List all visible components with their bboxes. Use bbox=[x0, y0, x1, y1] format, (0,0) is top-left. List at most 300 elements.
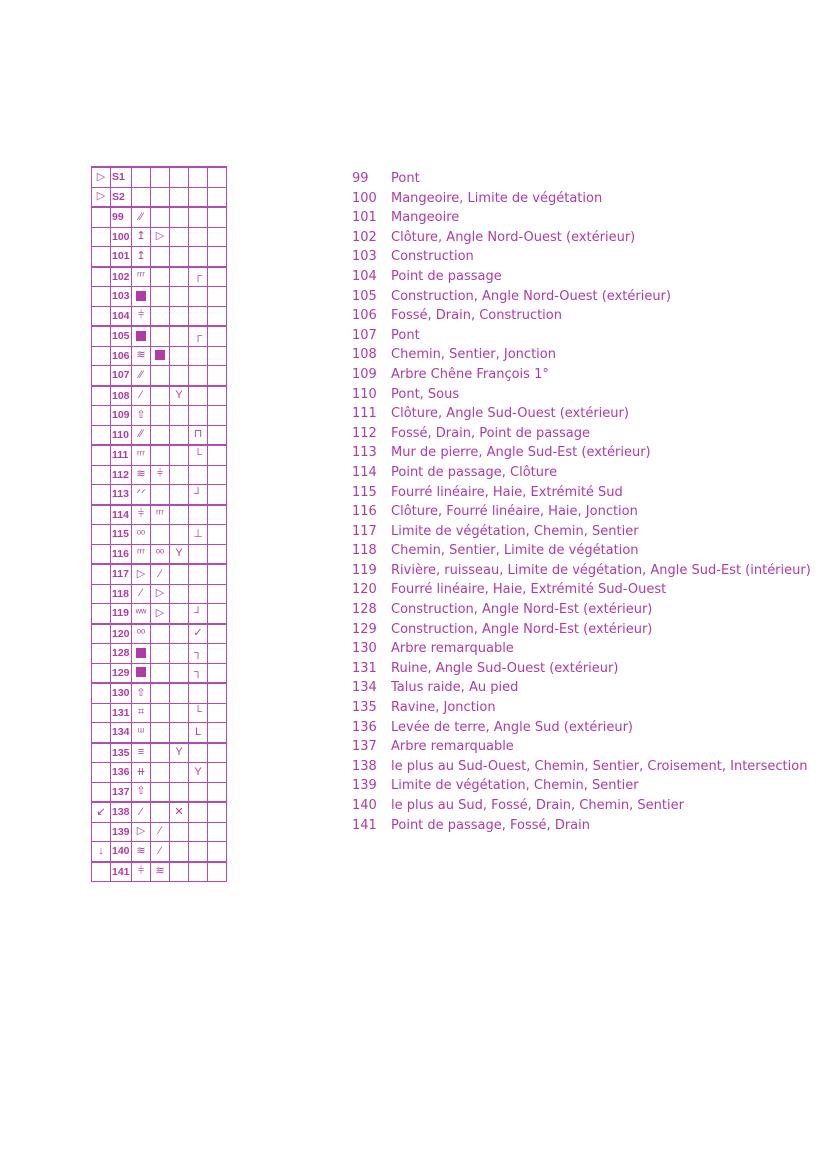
symbol-cell: ▷ bbox=[92, 167, 111, 187]
legend-item bbox=[352, 739, 811, 759]
symbol-cell bbox=[208, 326, 227, 346]
construction-square-icon bbox=[136, 648, 146, 658]
legend-text: Fossé, Drain, Point de passage bbox=[391, 425, 590, 441]
legend-text: Mangeoire, Limite de végétation bbox=[391, 190, 603, 206]
symbol-cell bbox=[208, 247, 227, 267]
legend-text: Construction, Angle Nord-Est (extérieur) bbox=[391, 602, 653, 618]
legend-item bbox=[352, 543, 811, 563]
symbol-cell bbox=[151, 703, 170, 723]
control-number-cell: 111 bbox=[111, 445, 132, 465]
legend-text: Arbre remarquable bbox=[391, 641, 514, 657]
symbol-cell bbox=[92, 287, 111, 307]
symbol-cell bbox=[170, 445, 189, 465]
symbol-cell: ⊥ bbox=[189, 525, 208, 545]
legend-number: 134 bbox=[352, 680, 377, 696]
grid-row bbox=[92, 465, 227, 485]
legend-text: Limite de végétation, Chemin, Sentier bbox=[391, 523, 639, 539]
symbol-cell bbox=[208, 425, 227, 445]
symbol-cell bbox=[189, 683, 208, 703]
legend-number: 119 bbox=[352, 562, 377, 578]
symbol-cell bbox=[170, 663, 189, 683]
construction-square-icon bbox=[136, 667, 146, 677]
symbol-cell: ┐ bbox=[189, 663, 208, 683]
legend-number: 107 bbox=[352, 327, 377, 343]
legend-text: Mangeoire bbox=[391, 210, 460, 226]
symbol-cell bbox=[151, 445, 170, 465]
grid-row bbox=[92, 862, 227, 882]
symbol-cell: ᵒᵒ bbox=[151, 544, 170, 564]
construction-square-icon bbox=[136, 331, 146, 341]
grid-row bbox=[92, 346, 227, 366]
control-number-cell: 100 bbox=[111, 227, 132, 247]
symbol-cell: ʳʳʳ bbox=[132, 544, 151, 564]
legend-number: 118 bbox=[352, 543, 377, 559]
symbol-cell bbox=[151, 485, 170, 505]
symbol-cell bbox=[92, 743, 111, 763]
symbol-cell: ⫩ bbox=[132, 306, 151, 326]
legend-number: 102 bbox=[352, 229, 377, 245]
legend-item bbox=[352, 230, 811, 250]
symbol-cell: ↓ bbox=[92, 842, 111, 862]
grid-row bbox=[92, 167, 227, 187]
legend-text: Fourré linéaire, Haie, Extrémité Sud-Ouest bbox=[391, 582, 667, 598]
symbol-cell bbox=[170, 167, 189, 187]
symbol-cell: └ bbox=[189, 445, 208, 465]
control-number-cell: 130 bbox=[111, 683, 132, 703]
symbol-cell bbox=[170, 525, 189, 545]
symbol-cell: ▷ bbox=[151, 227, 170, 247]
symbol-cell bbox=[151, 782, 170, 802]
symbol-cell bbox=[92, 485, 111, 505]
symbol-cell bbox=[151, 187, 170, 207]
symbol-cell bbox=[208, 763, 227, 783]
symbol-cell bbox=[189, 782, 208, 802]
symbol-cell bbox=[92, 326, 111, 346]
control-number-cell: 108 bbox=[111, 386, 132, 406]
symbol-cell bbox=[208, 505, 227, 525]
symbol-cell bbox=[170, 346, 189, 366]
symbol-cell: ⧺ bbox=[132, 763, 151, 783]
grid-row bbox=[92, 187, 227, 207]
symbol-cell bbox=[170, 505, 189, 525]
symbol-cell: ┘ bbox=[189, 604, 208, 624]
legend-item bbox=[352, 426, 811, 446]
symbol-cell bbox=[92, 604, 111, 624]
legend-number: 114 bbox=[352, 464, 377, 480]
legend-text: Talus raide, Au pied bbox=[391, 680, 519, 696]
symbol-cell bbox=[92, 644, 111, 664]
symbol-cell: ≋ bbox=[132, 465, 151, 485]
symbol-cell bbox=[208, 287, 227, 307]
legend-text: Chemin, Sentier, Limite de végétation bbox=[391, 543, 639, 559]
legend-item bbox=[352, 563, 811, 583]
symbol-cell bbox=[92, 683, 111, 703]
legend-number: 105 bbox=[352, 288, 377, 304]
grid-row bbox=[92, 326, 227, 346]
symbol-cell bbox=[92, 822, 111, 842]
grid-row bbox=[92, 802, 227, 822]
legend-number: 117 bbox=[352, 523, 377, 539]
legend-number: 116 bbox=[352, 504, 377, 520]
symbol-cell bbox=[208, 544, 227, 564]
symbol-cell bbox=[189, 346, 208, 366]
legend-text: Point de passage, Clôture bbox=[391, 464, 558, 480]
symbol-cell bbox=[208, 624, 227, 644]
grid-row bbox=[92, 366, 227, 386]
control-number-cell: 131 bbox=[111, 703, 132, 723]
grid-row bbox=[92, 703, 227, 723]
symbol-cell: ʳʳʳ bbox=[132, 267, 151, 287]
grid-row bbox=[92, 604, 227, 624]
symbol-cell bbox=[151, 306, 170, 326]
symbol-cell bbox=[151, 683, 170, 703]
control-number-cell: 106 bbox=[111, 346, 132, 366]
legend-item bbox=[352, 778, 811, 798]
legend-item bbox=[352, 191, 811, 211]
legend-number: 110 bbox=[352, 386, 377, 402]
symbol-cell bbox=[208, 525, 227, 545]
symbol-cell: ʳʳʳ bbox=[151, 505, 170, 525]
legend-item bbox=[352, 269, 811, 289]
symbol-cell bbox=[92, 624, 111, 644]
legend-item bbox=[352, 524, 811, 544]
control-number-cell: 99 bbox=[111, 207, 132, 227]
grid-row bbox=[92, 723, 227, 743]
legend-text: Chemin, Sentier, Jonction bbox=[391, 347, 556, 363]
symbol-cell bbox=[208, 306, 227, 326]
legend-item bbox=[352, 465, 811, 485]
symbol-cell bbox=[151, 346, 170, 366]
legend-item bbox=[352, 602, 811, 622]
symbol-cell bbox=[208, 167, 227, 187]
grid-row bbox=[92, 207, 227, 227]
symbol-cell bbox=[189, 584, 208, 604]
control-number-cell: S2 bbox=[111, 187, 132, 207]
grid-row bbox=[92, 287, 227, 307]
symbol-cell bbox=[189, 386, 208, 406]
symbol-cell: ʷʷ bbox=[132, 604, 151, 624]
control-number-cell: 136 bbox=[111, 763, 132, 783]
symbol-cell: ≋ bbox=[151, 862, 170, 882]
symbol-cell bbox=[151, 287, 170, 307]
legend-text: Construction, Angle Nord-Est (extérieur) bbox=[391, 621, 653, 637]
legend-item bbox=[352, 798, 811, 818]
symbol-cell bbox=[170, 564, 189, 584]
symbol-cell bbox=[92, 207, 111, 227]
symbol-cell: ⫩ bbox=[132, 505, 151, 525]
grid-row bbox=[92, 386, 227, 406]
symbol-cell bbox=[170, 465, 189, 485]
symbol-cell bbox=[170, 782, 189, 802]
symbol-cell bbox=[92, 703, 111, 723]
symbol-cell bbox=[92, 505, 111, 525]
control-number-cell: 141 bbox=[111, 862, 132, 882]
symbol-cell bbox=[170, 862, 189, 882]
control-number-cell: 101 bbox=[111, 247, 132, 267]
legend-number: 115 bbox=[352, 484, 377, 500]
control-number-cell: 140 bbox=[111, 842, 132, 862]
symbol-cell bbox=[208, 782, 227, 802]
legend-number: 112 bbox=[352, 425, 377, 441]
symbol-cell: ⁄⁄ bbox=[132, 207, 151, 227]
legend-number: 130 bbox=[352, 641, 377, 657]
legend-number: 104 bbox=[352, 268, 377, 284]
symbol-cell bbox=[92, 227, 111, 247]
symbol-cell: ⫩ bbox=[151, 465, 170, 485]
legend-text: Arbre remarquable bbox=[391, 739, 514, 755]
symbol-cell bbox=[208, 187, 227, 207]
control-number-cell: 113 bbox=[111, 485, 132, 505]
symbol-cell bbox=[208, 644, 227, 664]
symbol-cell bbox=[208, 683, 227, 703]
legend-item bbox=[352, 661, 811, 681]
symbol-cell bbox=[170, 604, 189, 624]
legend-item bbox=[352, 347, 811, 367]
symbol-cell bbox=[189, 465, 208, 485]
symbol-cell: Y bbox=[189, 763, 208, 783]
grid-row bbox=[92, 763, 227, 783]
control-number-cell: 129 bbox=[111, 663, 132, 683]
legend-text: Pont bbox=[391, 327, 420, 343]
symbol-cell bbox=[92, 247, 111, 267]
symbol-cell bbox=[170, 406, 189, 426]
legend-number: 99 bbox=[352, 171, 369, 186]
legend-text: le plus au Sud-Ouest, Chemin, Sentier, Croisement, Intersection bbox=[391, 758, 808, 774]
grid-row bbox=[92, 525, 227, 545]
symbol-cell: ▷ bbox=[132, 822, 151, 842]
legend-number: 100 bbox=[352, 190, 377, 206]
symbol-cell bbox=[151, 386, 170, 406]
legend-number: 135 bbox=[352, 700, 377, 716]
symbol-cell bbox=[189, 842, 208, 862]
legend-text: Levée de terre, Angle Sud (extérieur) bbox=[391, 719, 633, 735]
symbol-cell bbox=[170, 287, 189, 307]
legend-number: 101 bbox=[352, 210, 377, 226]
legend-number: 129 bbox=[352, 621, 377, 637]
symbol-cell bbox=[189, 544, 208, 564]
symbol-cell bbox=[92, 544, 111, 564]
grid-row bbox=[92, 822, 227, 842]
symbol-cell bbox=[92, 525, 111, 545]
symbol-cell: ᐟᐟ bbox=[132, 485, 151, 505]
symbol-cell bbox=[132, 326, 151, 346]
symbol-cell bbox=[170, 644, 189, 664]
legend-number: 131 bbox=[352, 660, 377, 676]
legend-item bbox=[352, 445, 811, 465]
symbol-cell bbox=[189, 287, 208, 307]
grid-row bbox=[92, 663, 227, 683]
symbol-cell: ⁄⁄ bbox=[132, 425, 151, 445]
symbol-cell bbox=[170, 366, 189, 386]
symbol-cell bbox=[170, 822, 189, 842]
symbol-cell bbox=[151, 802, 170, 822]
control-number-cell: 128 bbox=[111, 644, 132, 664]
symbol-cell bbox=[132, 187, 151, 207]
symbol-cell bbox=[151, 525, 170, 545]
symbol-cell: ⁄ bbox=[132, 584, 151, 604]
symbol-cell bbox=[208, 604, 227, 624]
grid-row bbox=[92, 782, 227, 802]
symbol-cell: ⫩ bbox=[132, 862, 151, 882]
symbol-cell bbox=[208, 663, 227, 683]
symbol-cell bbox=[208, 842, 227, 862]
legend-item bbox=[352, 308, 811, 328]
symbol-cell bbox=[151, 743, 170, 763]
symbol-cell bbox=[92, 306, 111, 326]
symbol-cell bbox=[208, 445, 227, 465]
symbol-cell bbox=[151, 207, 170, 227]
symbol-cell bbox=[92, 564, 111, 584]
symbol-cell bbox=[151, 644, 170, 664]
symbol-cell bbox=[92, 763, 111, 783]
grid-row bbox=[92, 544, 227, 564]
control-number-cell: 115 bbox=[111, 525, 132, 545]
legend-item bbox=[352, 680, 811, 700]
symbol-cell bbox=[170, 187, 189, 207]
grid-row bbox=[92, 624, 227, 644]
legend-number: 109 bbox=[352, 366, 377, 382]
symbol-cell bbox=[170, 267, 189, 287]
legend-item bbox=[352, 289, 811, 309]
symbol-cell: ✕ bbox=[170, 802, 189, 822]
symbol-cell bbox=[170, 683, 189, 703]
symbol-cell: └ bbox=[189, 703, 208, 723]
legend-number: 106 bbox=[352, 308, 377, 324]
symbol-cell: ⁄ bbox=[151, 822, 170, 842]
symbol-cell: Y bbox=[170, 743, 189, 763]
symbol-cell bbox=[92, 862, 111, 882]
legend-text: Ravine, Jonction bbox=[391, 700, 496, 716]
grid-row bbox=[92, 227, 227, 247]
symbol-cell bbox=[208, 584, 227, 604]
symbol-cell: ⇧ bbox=[132, 683, 151, 703]
symbol-cell bbox=[189, 247, 208, 267]
legend-text: le plus au Sud, Fossé, Drain, Chemin, Sentier bbox=[391, 798, 684, 813]
symbol-cell: ⁄⁄ bbox=[132, 366, 151, 386]
legend-item bbox=[352, 210, 811, 230]
symbol-cell bbox=[189, 743, 208, 763]
legend-item bbox=[352, 720, 811, 740]
symbol-cell bbox=[208, 366, 227, 386]
symbol-cell bbox=[170, 584, 189, 604]
symbol-cell: ⇧ bbox=[132, 406, 151, 426]
legend-text: Fourré linéaire, Haie, Extrémité Sud bbox=[391, 484, 623, 500]
grid-row bbox=[92, 247, 227, 267]
control-number-cell: S1 bbox=[111, 167, 132, 187]
control-number-cell: 103 bbox=[111, 287, 132, 307]
symbol-cell: ≡ bbox=[132, 743, 151, 763]
symbol-cell: Y bbox=[170, 386, 189, 406]
control-number-cell: 120 bbox=[111, 624, 132, 644]
control-number-cell: 137 bbox=[111, 782, 132, 802]
symbol-cell: ┌ bbox=[189, 326, 208, 346]
grid-row bbox=[92, 644, 227, 664]
construction-square-icon bbox=[136, 291, 146, 301]
symbol-cell bbox=[208, 703, 227, 723]
symbol-cell: ⇧ bbox=[132, 782, 151, 802]
symbol-cell bbox=[151, 425, 170, 445]
symbol-cell bbox=[151, 326, 170, 346]
control-description-grid bbox=[91, 166, 227, 882]
symbol-cell bbox=[151, 267, 170, 287]
symbol-cell bbox=[92, 723, 111, 743]
symbol-cell bbox=[208, 465, 227, 485]
grid-row bbox=[92, 564, 227, 584]
symbol-cell bbox=[170, 485, 189, 505]
control-number-cell: 139 bbox=[111, 822, 132, 842]
symbol-cell: ┐ bbox=[189, 644, 208, 664]
symbol-cell bbox=[189, 366, 208, 386]
legend-text: Clôture, Angle Sud-Ouest (extérieur) bbox=[391, 406, 629, 422]
symbol-cell bbox=[151, 247, 170, 267]
symbol-cell bbox=[189, 406, 208, 426]
symbol-cell: ↥ bbox=[132, 247, 151, 267]
grid-row bbox=[92, 306, 227, 326]
symbol-cell: ↥ bbox=[132, 227, 151, 247]
construction-square-icon bbox=[155, 350, 165, 360]
symbol-cell: ⁄ bbox=[132, 802, 151, 822]
symbol-cell bbox=[170, 247, 189, 267]
legend-number: 108 bbox=[352, 347, 377, 363]
legend-item bbox=[352, 759, 811, 779]
symbol-cell bbox=[208, 346, 227, 366]
symbol-cell bbox=[170, 306, 189, 326]
legend-text: Ruine, Angle Sud-Ouest (extérieur) bbox=[391, 660, 619, 676]
control-number-cell: 119 bbox=[111, 604, 132, 624]
legend-text: Arbre Chêne François 1° bbox=[391, 366, 549, 382]
legend-item bbox=[352, 406, 811, 426]
symbol-cell bbox=[92, 584, 111, 604]
symbol-cell bbox=[208, 822, 227, 842]
legend-item bbox=[352, 328, 811, 348]
legend-number: 128 bbox=[352, 602, 377, 618]
symbol-cell bbox=[151, 763, 170, 783]
legend-number: 113 bbox=[352, 445, 377, 461]
control-number-cell: 118 bbox=[111, 584, 132, 604]
symbol-cell bbox=[92, 425, 111, 445]
legend-text: Pont bbox=[391, 171, 420, 186]
legend-text: Rivière, ruisseau, Limite de végétation, Angle Sud-Est (intérieur) bbox=[391, 562, 811, 578]
control-number-cell: 138 bbox=[111, 802, 132, 822]
symbol-cell bbox=[189, 862, 208, 882]
control-number-cell: 105 bbox=[111, 326, 132, 346]
symbol-cell bbox=[151, 663, 170, 683]
symbol-cell: ▷ bbox=[151, 584, 170, 604]
symbol-cell bbox=[92, 267, 111, 287]
symbol-cell: ⌗ bbox=[132, 703, 151, 723]
symbol-cell bbox=[208, 485, 227, 505]
legend-item bbox=[352, 249, 811, 269]
legend-number: 103 bbox=[352, 249, 377, 265]
symbol-cell: ▷ bbox=[151, 604, 170, 624]
symbol-cell bbox=[132, 663, 151, 683]
symbol-cell bbox=[208, 207, 227, 227]
legend-number: 120 bbox=[352, 582, 377, 598]
symbol-cell: ⁄ bbox=[132, 386, 151, 406]
symbol-cell bbox=[189, 227, 208, 247]
legend-item bbox=[352, 700, 811, 720]
legend-item bbox=[352, 622, 811, 642]
symbol-cell bbox=[151, 406, 170, 426]
legend-item bbox=[352, 582, 811, 602]
grid-row bbox=[92, 445, 227, 465]
symbol-cell bbox=[208, 564, 227, 584]
symbol-cell: ⊓ bbox=[189, 425, 208, 445]
symbol-cell: ᵒᵒ bbox=[132, 624, 151, 644]
symbol-cell bbox=[92, 782, 111, 802]
control-number-cell: 135 bbox=[111, 743, 132, 763]
legend-number: 136 bbox=[352, 719, 377, 735]
